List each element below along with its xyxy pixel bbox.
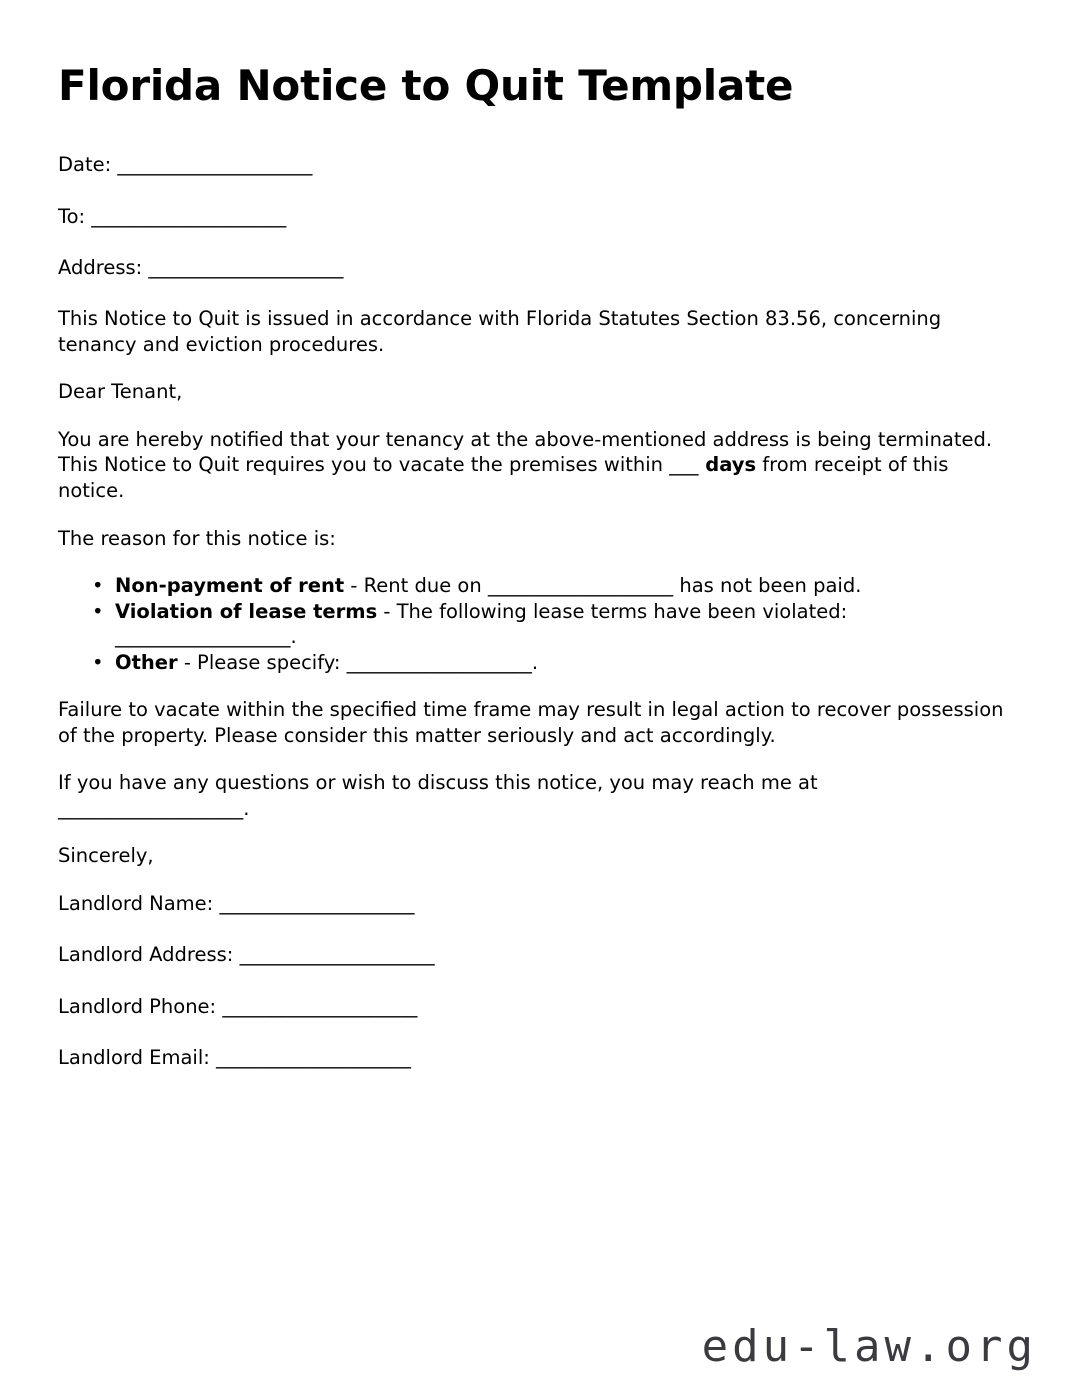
reason-label-other: Other — [115, 650, 178, 674]
reason-blank-2[interactable]: ___________________ — [346, 650, 532, 674]
field-address-blank[interactable]: ____________________ — [142, 255, 344, 279]
site-watermark: edu-law.org — [701, 1321, 1037, 1372]
field-to-blank[interactable]: ____________________ — [85, 204, 287, 228]
notice-text-part1: You are hereby notified that your tenancy at the above-mentioned address is being terminated. This Notice to Quit requires you to vacate the premises within — [58, 427, 993, 477]
reason-text-after-2: . — [531, 650, 539, 674]
reason-text-before-0: - Rent due on — [344, 574, 488, 598]
signature-field-landlord-name — [58, 891, 1006, 916]
signature-label-landlord-address: Landlord Address: — [58, 943, 234, 967]
reason-text-before-1: - The following lease terms have been violated: — [377, 599, 848, 623]
failure-paragraph: Failure to vacate within the specified time frame may result in legal action to recover possession of the property. Please consider this matter seriously and act accordingly. — [58, 698, 1004, 747]
signature-blank-landlord-email[interactable]: ____________________ — [209, 1045, 412, 1069]
field-to — [58, 204, 1006, 229]
field-address — [58, 255, 1006, 280]
reason-text-before-2: - Please specify: — [177, 650, 347, 674]
contact-suffix: . — [243, 796, 250, 820]
reason-intro: The reason for this notice is: — [58, 526, 336, 550]
list-item — [58, 599, 1006, 650]
field-address-label: Address: — [58, 255, 143, 279]
field-to-label: To: — [58, 204, 86, 228]
reason-text-after-0: has not been paid. — [673, 574, 862, 598]
signature-blank-landlord-name[interactable]: ____________________ — [213, 891, 415, 915]
reason-blank-0[interactable]: ___________________ — [487, 574, 674, 598]
contact-text: If you have any questions or wish to discuss this notice, you may reach me at — [58, 771, 818, 795]
field-date-label: Date: — [58, 153, 112, 177]
reason-list — [58, 573, 1006, 675]
contact-paragraph — [58, 770, 1006, 821]
signature-field-landlord-address — [58, 942, 1006, 967]
notice-paragraph — [58, 427, 1006, 504]
signature-label-landlord-name: Landlord Name: — [58, 891, 214, 915]
reason-label-violation: Violation of lease terms — [115, 599, 378, 623]
signature-label-landlord-email: Landlord Email: — [58, 1045, 210, 1069]
list-item — [58, 650, 1006, 676]
signature-label-landlord-phone: Landlord Phone: — [58, 994, 217, 1018]
field-date-blank[interactable]: ____________________ — [111, 153, 313, 177]
reason-label-non-payment: Non-payment of rent — [115, 574, 345, 598]
salutation: Dear Tenant, — [58, 380, 183, 404]
reason-text-after-1: . — [290, 625, 297, 649]
notice-days-label: days — [698, 453, 757, 477]
page-title: Florida Notice to Quit Template — [58, 61, 794, 110]
notice-days-blank[interactable]: ___ — [669, 453, 699, 477]
list-item — [58, 573, 1006, 599]
signature-blank-landlord-phone[interactable]: ____________________ — [216, 994, 418, 1018]
contact-blank[interactable]: ___________________ — [58, 796, 244, 820]
signature-block — [58, 891, 1006, 1070]
closing: Sincerely, — [58, 844, 154, 868]
field-date — [58, 152, 1006, 177]
notice-text-part2: from receipt of this notice. — [58, 453, 949, 502]
signature-field-landlord-phone — [58, 994, 1006, 1019]
signature-blank-landlord-address[interactable]: ____________________ — [233, 943, 435, 967]
statute-paragraph: This Notice to Quit is issued in accordance with Florida Statutes Section 83.56, concerning tenancy and eviction procedures. — [58, 307, 942, 356]
reason-blank-1[interactable]: __________________ — [115, 625, 291, 649]
signature-field-landlord-email — [58, 1045, 1006, 1070]
